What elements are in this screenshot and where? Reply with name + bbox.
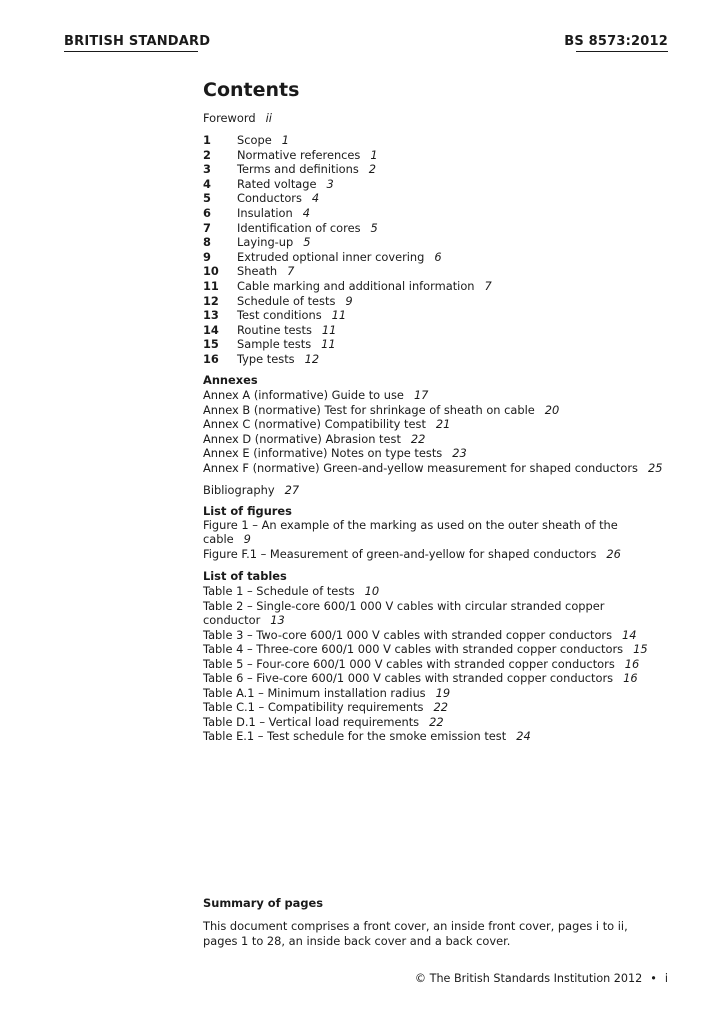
toc-label: Terms and definitions <box>237 162 359 177</box>
toc-bibliography[interactable] <box>203 483 299 497</box>
toc-label: Bibliography <box>203 483 275 497</box>
toc-label: Routine tests <box>237 322 312 337</box>
annex-type: (normative) <box>253 402 325 417</box>
clause-number: 16 <box>203 352 219 366</box>
toc-page: 9 <box>345 293 353 308</box>
summary-heading: Summary of pages <box>203 896 323 910</box>
table-prefix: Table E.1 <box>203 729 255 743</box>
toc-label: Compatibility test <box>324 417 426 432</box>
toc-table[interactable] <box>203 599 604 613</box>
clause-number: 6 <box>203 206 211 220</box>
toc-page: 16 <box>624 656 640 671</box>
toc-page: 4 <box>311 191 320 206</box>
toc-label: Sample tests <box>237 337 312 352</box>
page-footer <box>415 972 668 985</box>
toc-page: 11 <box>331 308 347 323</box>
table-prefix: Table 2 <box>203 598 244 613</box>
toc-page: 21 <box>435 417 451 432</box>
toc-page: 25 <box>647 461 663 475</box>
toc-page: 1 <box>281 133 289 147</box>
toc-label: – Schedule of tests <box>243 584 355 598</box>
toc-clause[interactable] <box>203 221 378 235</box>
toc-page: 2 <box>368 162 377 177</box>
clause-number: 14 <box>203 322 219 337</box>
toc-clause[interactable] <box>203 162 376 176</box>
toc-page: 9 <box>243 532 251 546</box>
clause-number: 2 <box>203 147 211 162</box>
toc-figure[interactable] <box>203 518 618 532</box>
toc-page: 20 <box>544 402 560 417</box>
footer-bullet: • <box>650 972 657 985</box>
toc-page: 10 <box>364 584 380 598</box>
toc-label: Insulation <box>237 206 293 220</box>
toc-page: 7 <box>287 264 295 279</box>
toc-label: Normative references <box>237 147 361 162</box>
toc-clause[interactable] <box>203 264 294 278</box>
clause-number: 4 <box>203 176 211 191</box>
clause-number: 12 <box>203 293 219 308</box>
toc-clause[interactable] <box>203 148 378 162</box>
figures-heading: List of figures <box>203 504 292 518</box>
annex-type: (normative) <box>254 431 326 446</box>
toc-label: conductor <box>203 613 261 627</box>
toc-label: – Three-core 600/1 000 V cables with stranded copper conductors <box>243 642 624 656</box>
toc-annex[interactable] <box>203 461 662 475</box>
table-prefix: Table 3 <box>203 627 244 642</box>
toc-label: Notes on type tests <box>331 446 443 461</box>
clause-number: 9 <box>203 249 211 264</box>
clause-number: 13 <box>203 308 219 323</box>
toc-label: Conductors <box>237 191 302 206</box>
toc-label: Sheath <box>237 264 278 279</box>
table-prefix: Table 6 <box>203 671 244 685</box>
toc-clause[interactable] <box>203 323 336 337</box>
toc-page: 1 <box>370 147 378 162</box>
toc-label: Scope <box>237 133 272 147</box>
table-prefix: Table A.1 <box>203 685 255 700</box>
toc-page: ii <box>265 111 272 125</box>
annex-prefix: Annex B <box>203 402 254 417</box>
toc-figure[interactable] <box>203 547 621 561</box>
table-prefix: Table 1 <box>203 584 244 598</box>
header-left-rule <box>64 51 198 52</box>
toc-label: Foreword <box>203 111 256 125</box>
toc-annex[interactable] <box>203 388 428 402</box>
toc-page: 11 <box>321 337 336 352</box>
toc-label: Cable marking and additional information <box>237 279 475 293</box>
toc-annex[interactable] <box>203 403 559 417</box>
toc-label: Laying-up <box>237 235 294 250</box>
toc-clause[interactable] <box>203 308 346 322</box>
toc-label: – An example of the marking as used on the outer sheath of the <box>248 518 618 532</box>
toc-clause[interactable] <box>203 191 319 205</box>
toc-label: Rated voltage <box>237 176 317 191</box>
clause-number: 7 <box>203 220 211 235</box>
toc-label: – Two-core 600/1 000 V cables with stranded copper conductors <box>243 627 613 642</box>
toc-clause[interactable] <box>203 294 353 308</box>
toc-foreword[interactable] <box>203 111 272 125</box>
toc-label: Schedule of tests <box>237 293 336 308</box>
toc-table[interactable] <box>203 686 450 700</box>
toc-page: 12 <box>304 352 320 366</box>
tables-heading: List of tables <box>203 569 287 583</box>
toc-page: 6 <box>434 249 442 264</box>
toc-page: 22 <box>433 700 448 714</box>
toc-page: 13 <box>270 613 285 627</box>
header-standard-number: BS 8573:2012 <box>564 34 668 49</box>
toc-annex[interactable] <box>203 417 450 431</box>
toc-clause[interactable] <box>203 133 289 147</box>
header-right-rule <box>576 51 668 52</box>
toc-clause[interactable] <box>203 235 311 249</box>
toc-label: Abrasion test <box>325 431 401 446</box>
toc-clause[interactable] <box>203 206 310 220</box>
table-prefix: Table 5 <box>203 656 244 671</box>
toc-page: 27 <box>284 483 300 497</box>
table-prefix: Table 4 <box>203 642 244 656</box>
toc-label: Type tests <box>237 352 295 366</box>
toc-page: 5 <box>370 220 378 235</box>
page-title: Contents <box>203 79 300 101</box>
clause-number: 10 <box>203 264 219 279</box>
toc-page: 19 <box>435 685 451 700</box>
toc-figure-continuation[interactable] <box>203 532 251 546</box>
toc-page: 26 <box>606 547 621 561</box>
toc-page: 7 <box>484 279 492 293</box>
clause-number: 3 <box>203 162 211 177</box>
toc-clause[interactable] <box>203 177 334 191</box>
toc-label: – Single-core 600/1 000 V cables with circular stranded copper <box>243 598 605 613</box>
toc-table[interactable] <box>203 657 639 671</box>
toc-clause[interactable] <box>203 337 336 351</box>
toc-page: 23 <box>452 446 467 461</box>
table-prefix: Table D.1 <box>203 714 256 729</box>
toc-page: 3 <box>326 176 334 191</box>
toc-table-continuation[interactable] <box>203 613 285 627</box>
toc-clause[interactable] <box>203 250 442 264</box>
annex-prefix: Annex D <box>203 431 255 446</box>
toc-label: Test for shrinkage of sheath on cable <box>324 402 535 417</box>
toc-label: – Five-core 600/1 000 V cables with stranded copper conductors <box>243 671 614 685</box>
annex-prefix: Annex E <box>203 446 254 461</box>
toc-annex[interactable] <box>203 446 467 460</box>
annex-type: (normative) <box>252 461 324 475</box>
toc-page: 16 <box>623 671 638 685</box>
annex-type: (informative) <box>253 446 332 461</box>
toc-page: 5 <box>303 235 311 250</box>
annex-prefix: Annex C <box>203 417 254 432</box>
toc-page: 4 <box>302 206 310 220</box>
copyright-notice: © The British Standards Institution 2012 <box>414 972 643 985</box>
toc-page: 17 <box>413 388 429 402</box>
toc-page: 15 <box>633 642 648 656</box>
annex-prefix: Annex A <box>203 388 254 402</box>
summary-line-2: pages 1 to 28, an inside back cover and a back cover. <box>203 934 511 948</box>
toc-clause[interactable] <box>203 279 492 293</box>
table-prefix: Table C.1 <box>203 700 255 714</box>
toc-page: 22 <box>410 431 426 446</box>
figure-prefix: Figure F.1 <box>203 547 257 561</box>
toc-page: 24 <box>516 729 531 743</box>
annex-type: (informative) <box>253 388 332 402</box>
clause-number: 5 <box>203 191 211 206</box>
toc-table[interactable] <box>203 700 448 714</box>
toc-clause[interactable] <box>203 352 319 366</box>
toc-label: Identification of cores <box>237 220 361 235</box>
toc-table[interactable] <box>203 715 444 729</box>
toc-label: Test conditions <box>237 308 322 323</box>
toc-table[interactable] <box>203 584 379 598</box>
toc-label: – Test schedule for the smoke emission test <box>254 729 507 743</box>
clause-number: 8 <box>203 235 211 250</box>
figure-prefix: Figure 1 <box>203 518 249 532</box>
annex-type: (normative) <box>253 417 325 432</box>
toc-annex[interactable] <box>203 432 425 446</box>
toc-page: 14 <box>622 627 637 642</box>
toc-page: 22 <box>429 714 444 729</box>
toc-table[interactable] <box>203 628 637 642</box>
toc-label: – Four-core 600/1 000 V cables with stranded copper conductors <box>243 656 615 671</box>
toc-label: – Compatibility requirements <box>254 700 424 714</box>
toc-page: 11 <box>321 322 337 337</box>
clause-number: 1 <box>203 133 211 147</box>
footer-page-number: i <box>664 972 668 985</box>
toc-label: Green-and-yellow measurement for shaped conductors <box>323 461 638 475</box>
toc-label: Guide to use <box>331 388 404 402</box>
header-left-title: BRITISH STANDARD <box>64 34 211 49</box>
toc-label: – Measurement of green-and-yellow for shaped conductors <box>257 547 597 561</box>
toc-table[interactable] <box>203 671 638 685</box>
toc-table[interactable] <box>203 729 531 743</box>
clause-number: 15 <box>203 337 219 352</box>
clause-number: 11 <box>203 279 219 293</box>
toc-table[interactable] <box>203 642 648 656</box>
toc-label: Extruded optional inner covering <box>237 249 425 264</box>
toc-label: – Vertical load requirements <box>255 714 420 729</box>
summary-line-1: This document comprises a front cover, an inside front cover, pages i to ii, <box>203 919 628 933</box>
annex-prefix: Annex F <box>203 461 253 475</box>
annexes-heading: Annexes <box>203 373 258 387</box>
toc-label: – Minimum installation radius <box>254 685 426 700</box>
toc-label: cable <box>203 532 234 546</box>
